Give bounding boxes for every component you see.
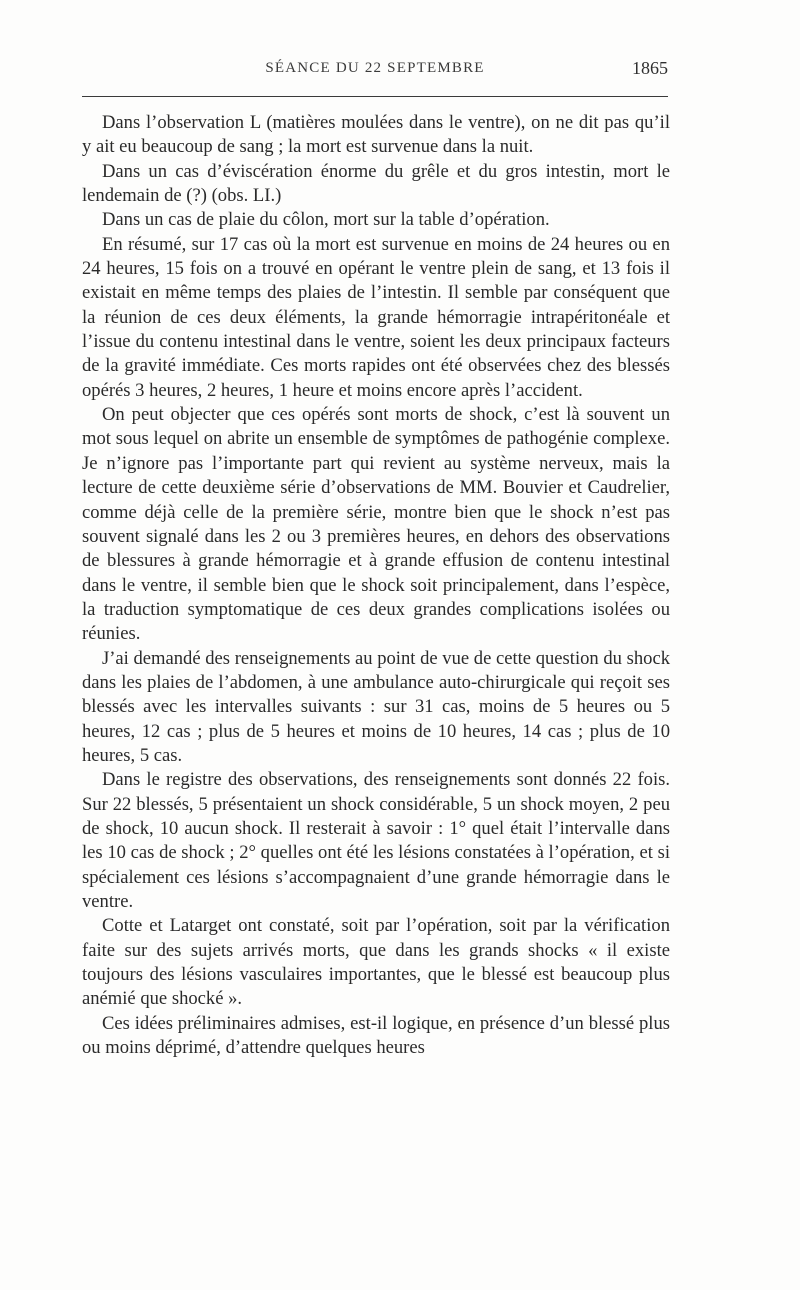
paragraph-registre: Dans le registre des observations, des renseignements sont donnés 22 fois. Sur 22 blessés, 5 présentaient un shock considérable, 5 un shock moyen, 2 peu de shock, 10 aucun shock. Il resterait à savoir : 1° quel était l’intervalle dans les 10 cas de shock ; 2° quelles ont été les lésions constatées à l’opération, et si spécialement ces lésions s’accompagnaient d’une grande hémorragie dans le ventre. xyxy=(82,769,670,912)
paragraph-shock-objection: On peut objecter que ces opérés sont morts de shock, c’est là souvent un mot sous lequel on abrite un ensemble de symptômes de pathogénie complexe. Je n’ignore pas l’importante part qui revient au système nerveux, mais la lecture de cette deuxième série d’observations de MM. Bouvier et Caudrelier, comme déjà celle de la première série, montre bien que le shock n’est pas souvent signalé dans les 2 ou 3 premières heures, en dehors des observations de blessures à grande hémorragie et à grande effusion de contenu intestinal dans le ventre, il semble bien que le shock soit principalement, dans l’espèce, la traduction symptomatique de ces deux grandes complications isolées ou réunies. xyxy=(82,404,670,645)
paragraph-ambulance: J’ai demandé des renseignements au point de vue de cette question du shock dans les plaies de l’abdomen, à une ambulance auto-chirurgicale qui reçoit ses blessés avec les intervalles suivants : sur 31 cas, moins de 5 heures ou 5 heures, 12 cas ; plus de 5 heures et moins de 10 heures, 14 cas ; plus de 10 heures, 5 cas. xyxy=(82,647,670,766)
running-title: SÉANCE DU 22 SEPTEMBRE xyxy=(265,60,485,76)
body-text xyxy=(82,111,670,1060)
running-header xyxy=(82,58,668,84)
paragraph-resume: En résumé, sur 17 cas où la mort est survenue en moins de 24 heures ou en 24 heures, 15 fois on a trouvé en opérant le ventre plein de sang, et 13 fois il existait en même temps des plaies de l’intestin. Il semble par conséquent que la réunion de ces deux éléments, la grande hémorragie intrapéritonéale et l’issue du contenu intestinal dans le ventre, soient les deux principaux facteurs de la gravité immédiate. Ces morts rapides ont été observées chez des blessés opérés 3 heures, 2 heures, 1 heure et moins encore après l’accident. xyxy=(82,233,670,401)
paragraph-plaie-colon: Dans un cas de plaie du côlon, mort sur la table d’opération. xyxy=(102,209,550,231)
paragraph-evisceration: Dans un cas d’éviscération énorme du grêle et du gros intestin, mort le lendemain de (?) (obs. LI.) xyxy=(82,160,670,207)
header-rule xyxy=(82,96,668,97)
paragraph-observation-l: Dans l’observation L (matières moulées dans le ventre), on ne dit pas qu’il y ait eu beaucoup de sang ; la mort est survenue dans la nuit. xyxy=(82,112,670,158)
paragraph-idees-preliminaires: Ces idées préliminaires admises, est-il logique, en présence d’un blessé plus ou moins déprimé, d’attendre quelques heures xyxy=(82,1012,670,1059)
paragraph-cotte-latarget: Cotte et Latarget ont constaté, soit par l’opération, soit par la vérification faite sur des sujets arrivés morts, que dans les grands shocks « il existe toujours des lésions vasculaires importantes, que le blessé est beaucoup plus anémié que shocké ». xyxy=(82,915,670,1010)
page-number: 1865 xyxy=(632,58,668,78)
